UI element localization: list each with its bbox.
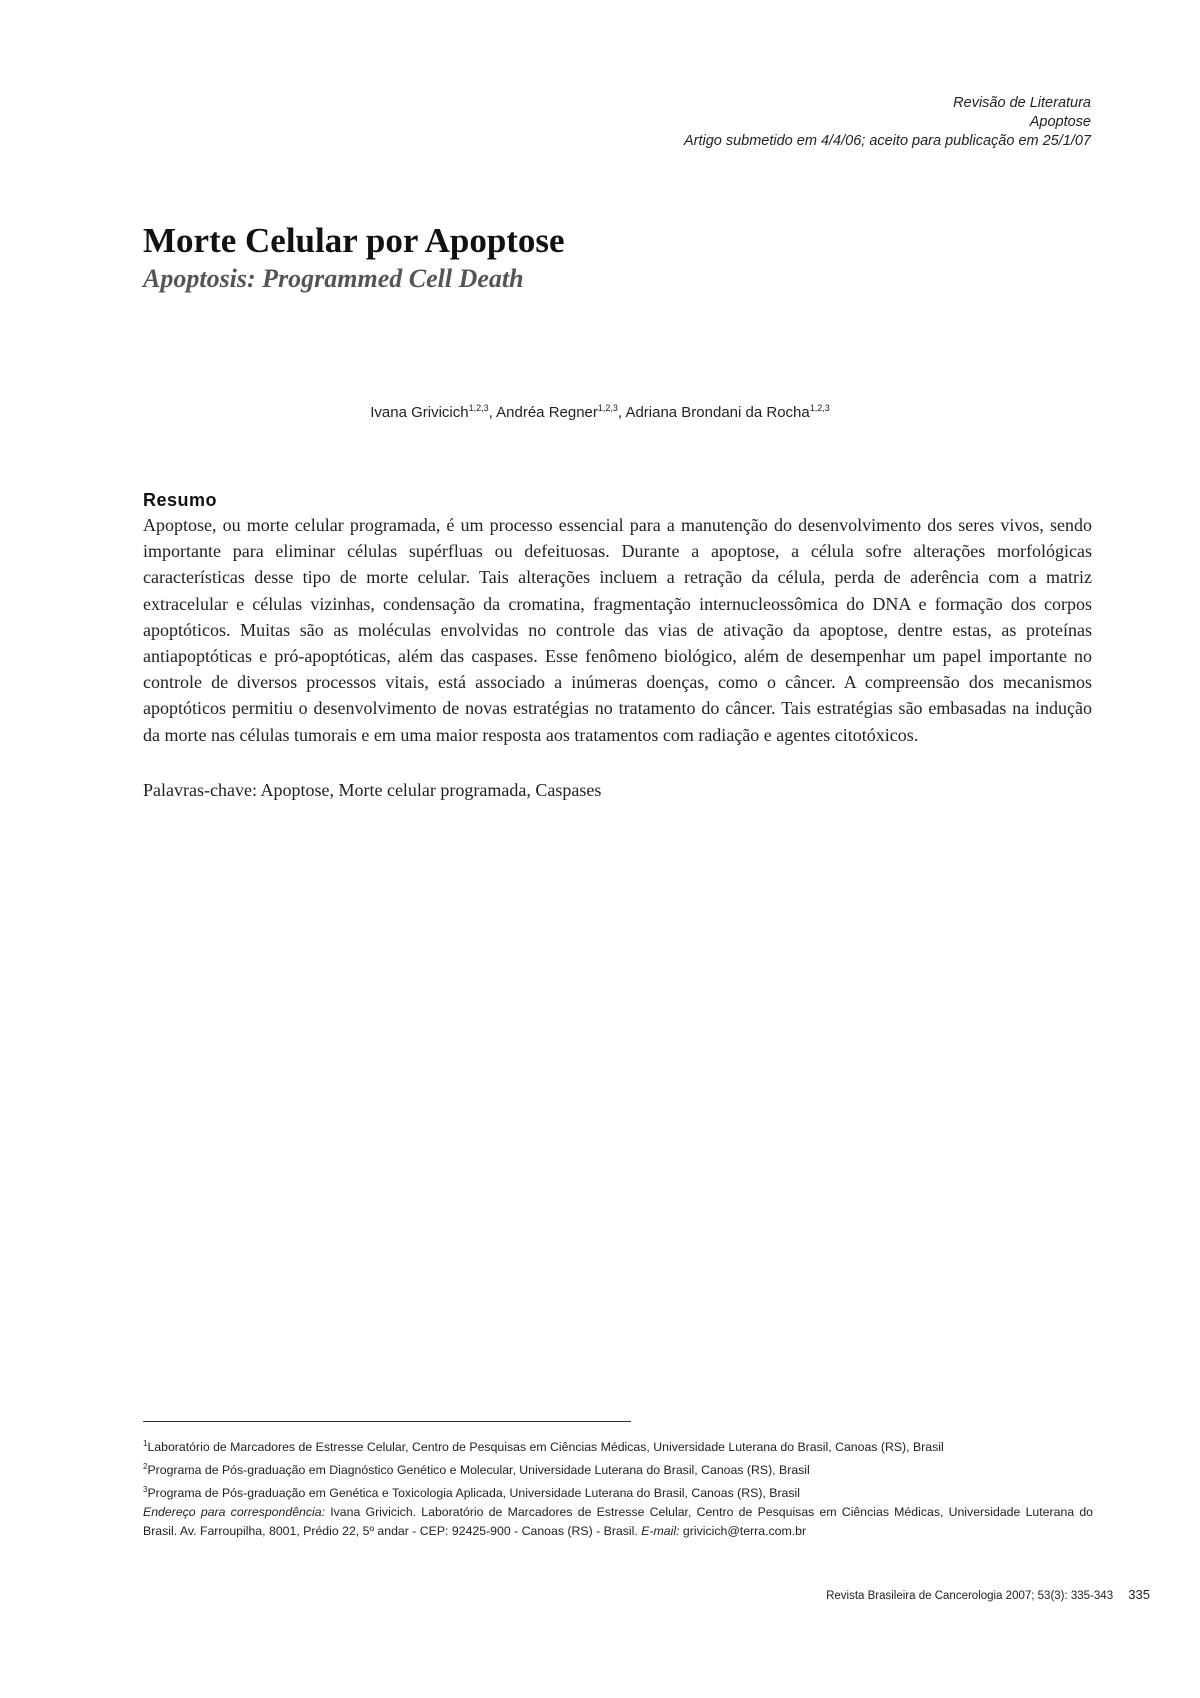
correspondence-label: Endereço para correspondência: (143, 1505, 326, 1520)
author-affiliation: 1,2,3 (468, 403, 489, 413)
footnote-text: Programa de Pós-graduação em Genética e Toxicologia Aplicada, Universidade Luterana do Brasil, Canoas (RS), Brasil (147, 1486, 800, 1501)
footnote-mark: 3 (143, 1485, 148, 1495)
footnote-mark: 1 (143, 1439, 148, 1448)
article-title: Morte Celular por Apoptose (143, 221, 565, 260)
author (496, 404, 625, 421)
footnote-divider (143, 1421, 631, 1422)
footnotes (143, 1434, 1093, 1541)
footnote-text: Laboratório de Marcadores de Estresse Celular, Centro de Pesquisas em Ciências Médicas, Universidade Luterana do Brasil, Canoas (RS), Brasil (147, 1440, 944, 1455)
abstract-heading: Resumo (143, 490, 218, 510)
author-affiliation: 1,2,3 (809, 403, 830, 413)
journal-citation: Revista Brasileira de Cancerologia 2007; 53(3): 335-343 (826, 1590, 1114, 1602)
author-name: Adriana Brondani da Rocha (625, 404, 810, 421)
topic-label: Apoptose (1029, 114, 1091, 130)
correspondence-text: Ivana Grivicich. Laboratório de Marcadores de Estresse Celular, Centro de Pesquisas em Ciências Médicas, Universidade Luterana do Brasil. Av. Farroupilha, 8001, Prédio 22, 5º andar - CEP: 92425-900 - Canoas (RS) - Brasil. (143, 1505, 1094, 1539)
author-separator: , (617, 404, 626, 421)
author-name: Ivana Grivicich (370, 404, 469, 421)
keywords-value: Apoptose, Morte celular programada, Caspases (260, 780, 602, 800)
abstract-text: Apoptose, ou morte celular programada, é um processo essencial para a manutenção do desenvolvimento dos seres vivos, sendo importante para eliminar células supérfluas ou defeituosas. Durante a apoptose, a célula sofre alterações morfológicas características desse tipo de morte celular. Tais alterações incluem a retração da célula, perda de aderência com a matriz extracelular e células vizinhas, condensação da cromatina, fragmentação internucleossômica do DNA e formação dos corpos apoptóticos. Muitas são as moléculas envolvidas no controle das vias de ativação da apoptose, dentre estas, as proteínas antiapoptóticas e pró-apoptóticas, além das caspases. Esse fenômeno biológico, além de desempenhar um papel importante no controle de diversos processos vitais, está associado a inúmeras doenças, como o câncer. A compreensão dos mecanismos apoptóticos permitiu o desenvolvimento de novas estratégias no tratamento do câncer. Tais estratégias são embasadas na indução da morte nas células tumorais e em uma maior resposta aos tratamentos com radiação e agentes citotóxicos. (143, 515, 1092, 745)
footnote (143, 1457, 1093, 1480)
correspondence-address (143, 1503, 1093, 1541)
author (625, 404, 829, 421)
article-header-meta (391, 94, 1091, 151)
footnote-mark: 2 (143, 1462, 148, 1472)
submission-dates: Artigo submetido em 4/4/06; aceito para publicação em 25/1/07 (683, 133, 1091, 149)
section-label: Revisão de Literatura (953, 95, 1091, 111)
author-separator: , (488, 404, 497, 421)
footnote (143, 1434, 1093, 1457)
keywords-line (143, 777, 1092, 803)
footnote (143, 1480, 1093, 1503)
keywords-label: Palavras-chave: (143, 780, 257, 800)
page-footer (826, 1587, 1150, 1602)
email-label: E-mail: (641, 1524, 680, 1539)
author-list (0, 403, 1200, 421)
article-subtitle: Apoptosis: Programmed Cell Death (143, 264, 524, 293)
email-link[interactable]: grivicich@terra.com.br (682, 1524, 807, 1539)
author-name: Andréa Regner (496, 404, 598, 421)
footnote-text: Programa de Pós-graduação em Diagnóstico Genético e Molecular, Universidade Luterana do Brasil, Canoas (RS), Brasil (147, 1463, 810, 1478)
author (370, 404, 496, 421)
page-number: 335 (1128, 1587, 1150, 1602)
author-affiliation: 1,2,3 (597, 403, 618, 413)
